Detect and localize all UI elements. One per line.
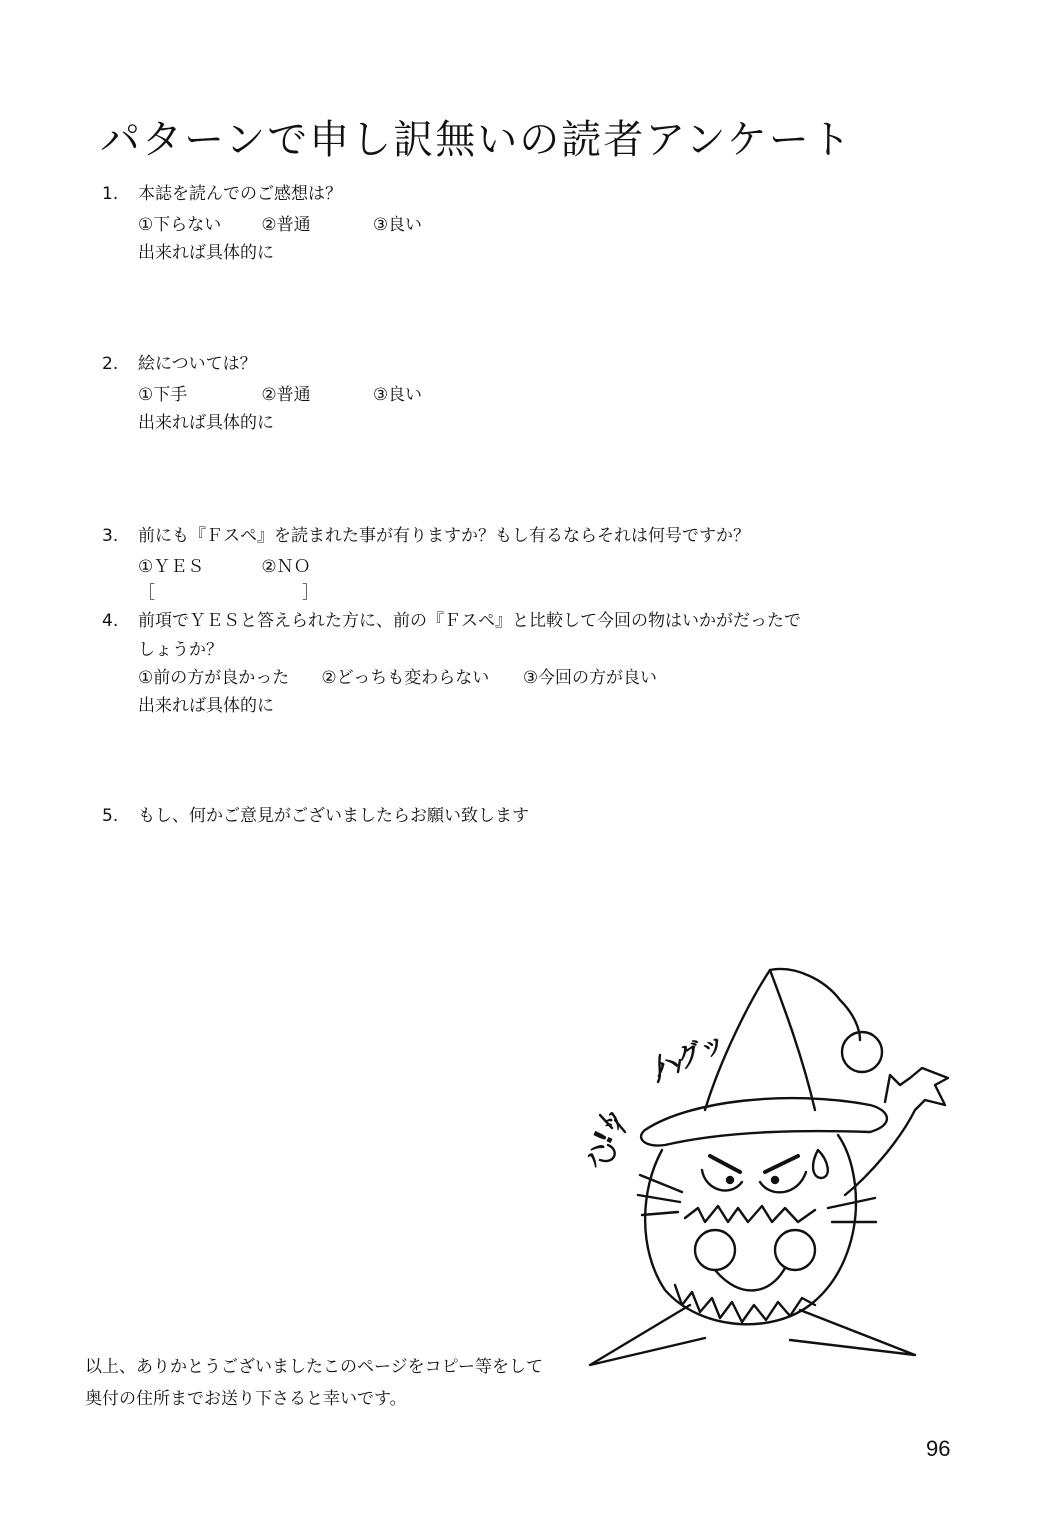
question-number: 4. — [102, 611, 119, 631]
hat-pompom — [842, 1032, 882, 1072]
right-foot — [790, 1310, 915, 1355]
option-1: ①下手 — [138, 385, 188, 405]
answer-options — [138, 380, 422, 405]
answer-options — [138, 210, 422, 235]
question-text: 前にも『Ｆスペ』を読まれた事が有りますか？もし有るならそれは何号ですか？ — [138, 526, 750, 546]
option-2: ②普通 — [261, 385, 311, 405]
closing-line-2: 奥付の住所までお送り下さると幸いです。 — [85, 1389, 407, 1409]
question-1 — [102, 180, 922, 270]
answer-note: 出来れば具体的に — [138, 696, 274, 716]
option-3: ③良い — [372, 385, 423, 405]
hat-cone-outline — [705, 969, 860, 1110]
question-4 — [102, 607, 922, 717]
option-2: ②普通 — [261, 215, 311, 235]
question-text: もし、何かご意見がございましたらお願い致します — [138, 806, 529, 826]
question-number: 3. — [102, 526, 119, 546]
question-3 — [102, 522, 922, 602]
wizard-mascot-illustration — [570, 960, 960, 1380]
answer-options — [138, 552, 311, 577]
question-2 — [102, 350, 922, 440]
closing-line-1: 以上、ありかとうございましたこのページをコピー等をして — [85, 1357, 543, 1377]
option-1: ①下らない — [138, 215, 222, 235]
question-text: 前項でＹＥＳと答えられた方に、前の『Ｆスペ』と比較して今回の物はいかがだったで — [138, 611, 801, 631]
option-3: ③今回の方が良い — [522, 668, 658, 688]
page-title: パターンで申し訳無いの読者アンケート — [100, 117, 853, 163]
answer-note: 出来れば具体的に — [138, 413, 274, 433]
option-3: ③良い — [372, 215, 423, 235]
sfx-text-1: ハグッ — [648, 1026, 731, 1087]
mouth-teeth — [685, 1206, 815, 1222]
option-no: ②ＮＯ — [261, 557, 311, 577]
question-text: 絵については？ — [138, 354, 257, 374]
question-number: 1. — [102, 184, 119, 204]
left-foot — [590, 1305, 705, 1365]
answer-bracket-close: ］ — [302, 583, 319, 603]
question-5 — [102, 802, 922, 832]
hat-brim — [641, 1098, 887, 1145]
page-number: 96 — [926, 1436, 951, 1461]
right-cheek — [775, 1230, 815, 1270]
answer-note: 出来れば具体的に — [138, 243, 274, 263]
option-yes: ①ＹＥＳ — [138, 557, 205, 577]
option-2: ②どっちも変わらない — [321, 668, 490, 688]
question-number: 5. — [102, 806, 119, 826]
answer-bracket-open: ［ — [138, 583, 155, 603]
sweat-drop — [813, 1150, 828, 1178]
option-1: ①前の方が良かった — [138, 668, 290, 688]
left-cheek — [695, 1230, 735, 1270]
question-text-continued: しょうか？ — [138, 640, 223, 660]
body-outline — [645, 1135, 856, 1324]
question-number: 2. — [102, 354, 119, 374]
question-text: 本誌を読んでのご感想は？ — [138, 184, 342, 204]
sfx-text-2: ハ!ッ — [577, 1102, 632, 1173]
answer-options — [138, 663, 657, 688]
